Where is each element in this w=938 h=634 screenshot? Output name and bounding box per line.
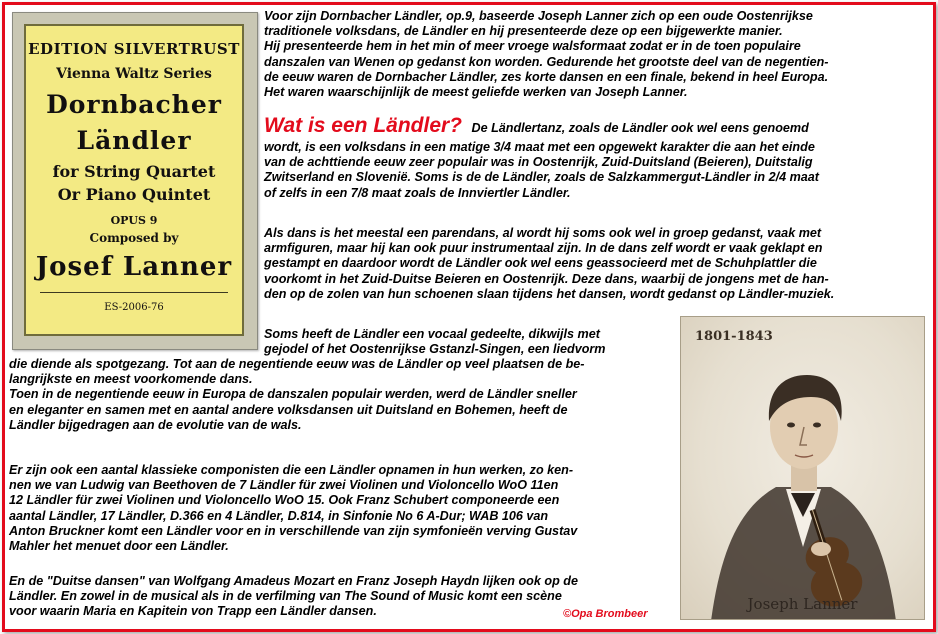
cover-opus: OPUS 9 <box>110 214 158 227</box>
vocal-line: die diende als spotgezang. Tot aan de negentiende eeuw was de Ländler op veel plaatsen de be- <box>9 357 585 371</box>
cover-title-line1: Dornbacher <box>46 90 222 119</box>
vocal-line: gejodel of het Oostenrijkse Gstanzl-Singen, een liedvorm <box>264 342 606 357</box>
section-heading: Wat is een Ländler? <box>264 114 462 137</box>
definition-first-line <box>264 114 928 140</box>
dance-line: den op de zolen van hun schoenen slaan tijdens het dansen, wordt gedanst op Ländler-muziek. <box>264 286 835 301</box>
composers-line: nen we van Ludwig van Beethoven de 7 Ländler für zwei Violinen und Violoncello WoO 11en <box>9 478 559 493</box>
book-cover-image <box>12 12 258 350</box>
composers-line: Er zijn ook een aantal klassieke componisten die een Ländler opnamen in hun werken, zo ken- <box>9 463 574 477</box>
intro-line: Het waren waarschijnlijk de meest geliefde werken van Joseph Lanner. <box>264 85 688 100</box>
vocal-line: en eleganter en samen met en aantal andere volksdansen uit Duitsland en Bohemen, heeft de <box>9 402 568 417</box>
mozart-line: voor waarin Maria en Kapitein von Trapp een Ländler dansen. <box>9 604 377 619</box>
vocal-line: Soms heeft de Ländler een vocaal gedeelte, dikwijls met <box>264 327 600 341</box>
cover-alt-instrumentation: Or Piano Quintet <box>57 185 211 204</box>
dance-paragraph <box>264 226 928 302</box>
dance-line: Als dans is het meestal een parendans, al wordt hij soms ook wel in groep gedanst, vaak met <box>264 226 822 240</box>
composers-line: aantal Ländler, 17 Ländler, D.366 en 4 Ländler, D.814, in Sinfonie No 6 A-Dur; WAB 106 van <box>9 508 549 523</box>
cover-composer: Josef Lanner <box>35 252 233 282</box>
intro-paragraph <box>264 9 928 100</box>
definition-line: van de achttiende eeuw zeer populair was in Oostenrijk, Zuid-Duitsland (Beieren), Duitstalig <box>264 155 813 170</box>
composers-paragraph <box>9 463 674 554</box>
dance-line: armfiguren, maar hij kan ook puur instrumentaal zijn. In de dans zelf wordt er vaak geklapt en <box>264 241 823 256</box>
mozart-line: Ländler. En zowel in de musical als in de verfilming van The Sound of Music komt een scène <box>9 589 562 604</box>
intro-line: Voor zijn Dornbacher Ländler, op.9, baseerde Joseph Lanner zich op een oude Oostenrijkse <box>264 9 813 23</box>
portrait-image <box>680 316 925 620</box>
intro-line: danszalen van Wenen op gedanst kon worden. Gedurende het grootste deel van de negentien- <box>264 54 829 69</box>
portrait-years: 1801-1843 <box>695 329 773 344</box>
composers-line: Mahler het menuet door een Ländler. <box>9 539 229 554</box>
intro-line: traditionele volksdans, de Ländler en hij presenteerde deze op een bijgewerkte manier. <box>264 24 783 39</box>
vocal-line: langrijkste en meest voorkomende dans. <box>9 372 253 387</box>
portrait-drawing <box>681 317 925 620</box>
composers-line: Anton Bruckner komt een Ländler voor en in verschillende van zijn symfonieën verving Gustav <box>9 523 578 538</box>
cover-edition: EDITION SILVERTRUST <box>28 40 240 58</box>
cover-series: Vienna Waltz Series <box>56 66 212 82</box>
copyright-signature: ©Opa Brombeer <box>563 608 648 620</box>
cover-catalog-number: ES-2006-76 <box>104 302 164 313</box>
mozart-line: En de "Duitse dansen" van Wolfgang Amadeus Mozart en Franz Joseph Haydn lijken ook op de <box>9 574 578 588</box>
definition-line: wordt, is een volksdans in een matige 3/4 maat met een opgewekt karakter die aan het einde <box>264 140 815 154</box>
book-cover-panel <box>24 24 244 336</box>
definition-line: De Ländlertanz, zoals de Ländler ook wel eens genoemd <box>471 121 809 135</box>
definition-paragraph <box>264 114 928 201</box>
intro-line: Hij presenteerde hem in het min of meer vroege walsformaat zodat er in de toen populaire <box>264 39 801 54</box>
definition-line: Zwitserland en Slovenië. Soms is de de Ländler, zoals de Salzkammergut-Ländler in 2/4 maat <box>264 170 819 185</box>
definition-line: of zelfs in een 7/8 maat zoals de Innviertler Ländler. <box>264 185 571 200</box>
cover-instrumentation: for String Quartet <box>52 162 216 181</box>
cover-composed-by: Composed by <box>89 231 179 245</box>
dance-line: gestampt en daardoor wordt de Ländler ook wel eens geassocieerd met de Schuhplattler die <box>264 256 817 271</box>
vocal-paragraph-top <box>264 327 674 357</box>
cover-divider <box>40 292 228 293</box>
dance-line: voorkomt in het Zuid-Duitse Beieren en Oostenrijk. Deze dans, waarbij de jongens met de han- <box>264 271 829 286</box>
cover-title-line2: Ländler <box>76 126 192 155</box>
vocal-line: Ländler bijgedragen aan de evolutie van de wals. <box>9 417 302 432</box>
composers-line: 12 Ländler für zwei Violinen und Violoncello WoO 15. Ook Franz Schubert componeerde een <box>9 493 560 508</box>
vocal-paragraph <box>9 357 674 433</box>
intro-line: de eeuw waren de Dornbacher Ländler, zes korte dansen en een finale, bekend in heel Europa. <box>264 69 829 84</box>
portrait-caption: Joseph Lanner <box>747 595 858 613</box>
vocal-line: Toen in de negentiende eeuw in Europa de danszalen populair werden, werd de Ländler sneller <box>9 387 577 402</box>
